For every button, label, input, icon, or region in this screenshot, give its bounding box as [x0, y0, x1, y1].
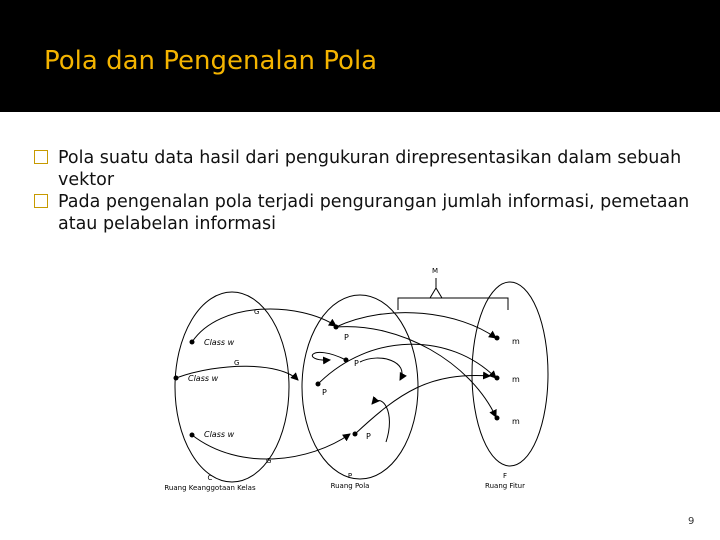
pattern-mapping-diagram	[160, 262, 560, 498]
g-label: G	[254, 308, 260, 316]
p-mapping-arrow	[360, 358, 402, 380]
class-label: Class w	[204, 430, 235, 439]
pattern-label: P	[366, 432, 371, 441]
checkbox-bullet-icon	[34, 194, 48, 208]
m-label: M	[432, 267, 439, 275]
pattern-space-ellipse	[302, 295, 418, 479]
p-mapping-arrow	[312, 352, 346, 360]
page-number: 9	[688, 516, 695, 527]
feature-label: m	[512, 375, 520, 384]
pattern-label: P	[344, 333, 349, 342]
class-label: Class w	[188, 374, 219, 383]
checkbox-bullet-icon	[34, 150, 48, 164]
feature-point	[495, 376, 500, 381]
feature-space-ellipse	[472, 282, 548, 466]
g-label: G	[234, 359, 240, 367]
class-label: Class w	[204, 338, 235, 347]
class-space-ellipse	[175, 292, 289, 482]
bullet-item	[34, 191, 704, 235]
bullet-text: Pola suatu data hasil dari pengukuran direpresentasikan dalam sebuah vektor	[58, 148, 682, 190]
space-letter: F	[502, 472, 508, 480]
p-mapping-arrow	[336, 313, 496, 338]
space-name: Ruang Pola	[330, 482, 370, 490]
g-label: G	[266, 457, 272, 465]
slide-title: Pola dan Pengenalan Pola	[44, 46, 378, 76]
space-letter: P	[347, 472, 353, 480]
p-mapping-arrow	[318, 344, 496, 384]
feature-label: m	[512, 337, 520, 346]
bullet-list	[34, 147, 704, 235]
space-name: Ruang Fitur	[485, 482, 525, 490]
space-letter: C	[207, 474, 213, 482]
p-mapping-arrow	[355, 375, 490, 434]
space-name: Ruang Keanggotaan Kelas	[164, 484, 256, 492]
feature-label: m	[512, 417, 520, 426]
pattern-label: P	[322, 388, 327, 397]
pattern-label: P	[354, 359, 359, 368]
bullet-item	[34, 147, 704, 191]
bullet-text: Pada pengenalan pola terjadi pengurangan jumlah informasi, pemetaan atau pelabelan informasi	[58, 192, 690, 234]
